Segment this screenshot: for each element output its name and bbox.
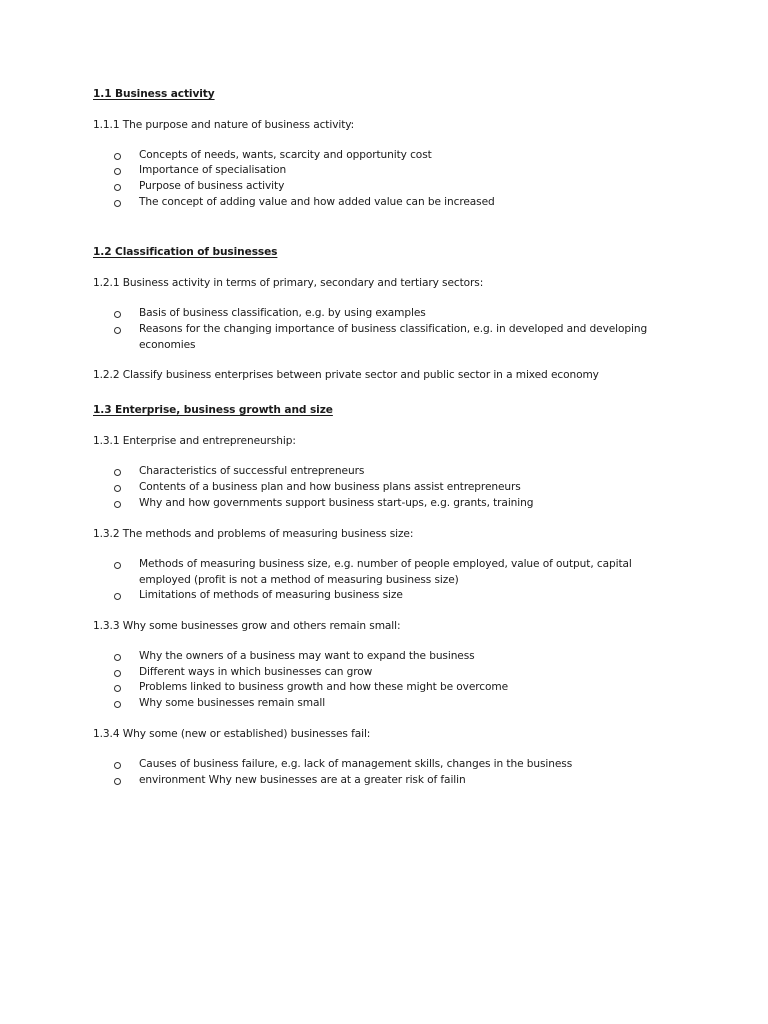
subsection-title: 1.1.1 The purpose and nature of business activity: xyxy=(93,119,355,131)
bullet-circle-icon xyxy=(114,168,121,175)
subsection-title: 1.3.4 Why some (new or established) businesses fail: xyxy=(93,728,371,740)
bullet-circle-icon xyxy=(114,654,121,661)
subsection-title: 1.3.2 The methods and problems of measuring business size: xyxy=(93,528,414,540)
bullet-circle-icon xyxy=(114,562,121,569)
list-item: Why and how governments support business start-ups, e.g. grants, training xyxy=(139,497,534,509)
bullet-circle-icon xyxy=(114,200,121,207)
bullet-circle-icon xyxy=(114,485,121,492)
list-item: Reasons for the changing importance of business classification, e.g. in developed and developing xyxy=(139,323,648,335)
list-item: environment Why new businesses are at a greater risk of failin xyxy=(139,774,466,786)
list-item: Causes of business failure, e.g. lack of management skills, changes in the business xyxy=(139,758,573,770)
list-item: Purpose of business activity xyxy=(139,180,285,192)
list-item: Importance of specialisation xyxy=(139,164,287,176)
section-heading: 1.3 Enterprise, business growth and size xyxy=(93,404,333,416)
list-item: Why some businesses remain small xyxy=(139,697,326,709)
bullet-circle-icon xyxy=(114,469,121,476)
bullet-circle-icon xyxy=(114,670,121,677)
bullet-circle-icon xyxy=(114,593,121,600)
bullet-circle-icon xyxy=(114,153,121,160)
list-item: Different ways in which businesses can grow xyxy=(139,666,373,678)
section-heading: 1.2 Classification of businesses xyxy=(93,246,278,258)
subsection-title: 1.3.1 Enterprise and entrepreneurship: xyxy=(93,435,296,447)
subsection-title: 1.2.1 Business activity in terms of primary, secondary and tertiary sectors: xyxy=(93,277,484,289)
list-item: Characteristics of successful entrepreneurs xyxy=(139,465,365,477)
list-item: Contents of a business plan and how business plans assist entrepreneurs xyxy=(139,481,521,493)
bullet-circle-icon xyxy=(114,778,121,785)
bullet-circle-icon xyxy=(114,311,121,318)
list-item: Why the owners of a business may want to expand the business xyxy=(139,650,475,662)
list-item-continuation: employed (profit is not a method of measuring business size) xyxy=(139,574,459,586)
bullet-circle-icon xyxy=(114,685,121,692)
list-item: Limitations of methods of measuring business size xyxy=(139,589,403,601)
bullet-circle-icon xyxy=(114,701,121,708)
list-item: Concepts of needs, wants, scarcity and opportunity cost xyxy=(139,149,432,161)
list-item: Problems linked to business growth and how these might be overcome xyxy=(139,681,509,693)
list-item-continuation: economies xyxy=(139,339,196,351)
bullet-circle-icon xyxy=(114,184,121,191)
section-heading: 1.1 Business activity xyxy=(93,88,215,100)
list-item: Basis of business classification, e.g. by using examples xyxy=(139,307,426,319)
subsection-title: 1.3.3 Why some businesses grow and others remain small: xyxy=(93,620,401,632)
bullet-circle-icon xyxy=(114,327,121,334)
subsection-title: 1.2.2 Classify business enterprises between private sector and public sector in a mixed economy xyxy=(93,369,599,381)
bullet-circle-icon xyxy=(114,762,121,769)
list-item: The concept of adding value and how added value can be increased xyxy=(139,196,495,208)
list-item: Methods of measuring business size, e.g. number of people employed, value of output, capital xyxy=(139,558,632,570)
bullet-circle-icon xyxy=(114,501,121,508)
